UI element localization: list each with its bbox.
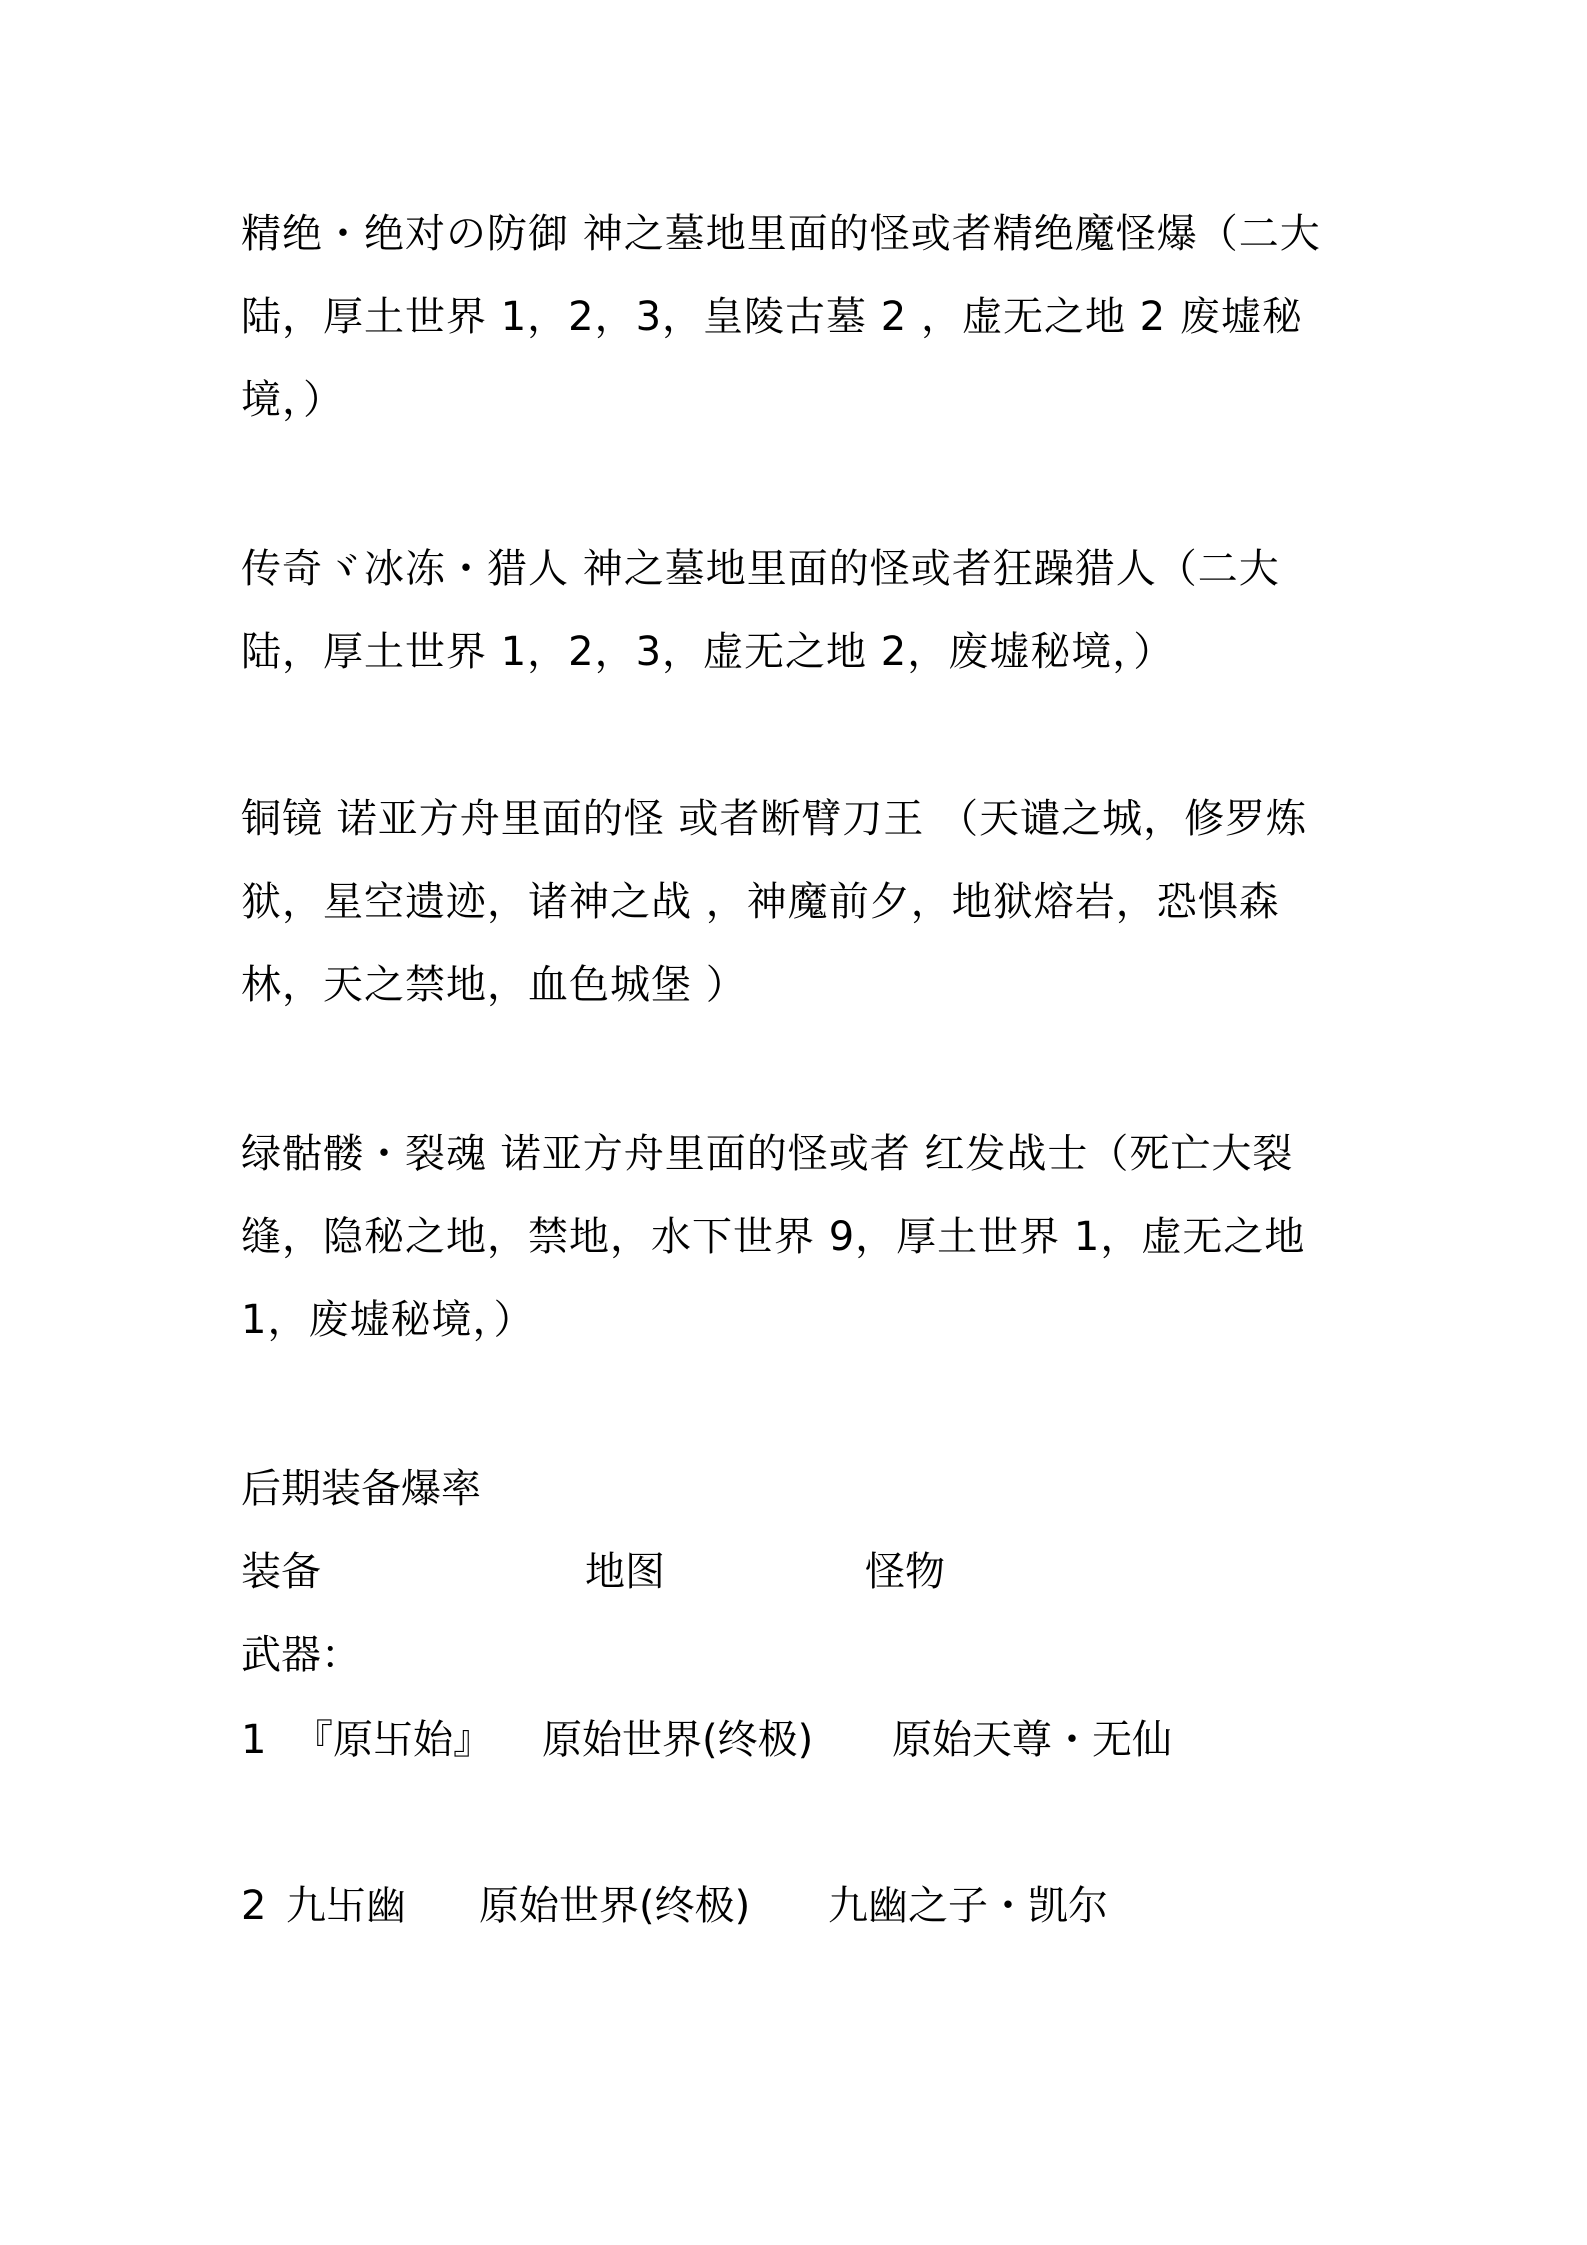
- row-monster: 原始天尊・无仙: [892, 1717, 1172, 1763]
- header-equipment: 装备: [241, 1549, 321, 1595]
- row-equipment: 『原卐始』: [293, 1717, 493, 1763]
- row-monster: 九幽之子・凯尔: [828, 1883, 1108, 1929]
- paragraph-legend-ice-hunter: 传奇ヾ冰冻・猎人 神之墓地里面的怪或者狂躁猎人（二大陆，厚土世界 1，2，3，虚无之地 2，废墟秘境，）: [241, 546, 1280, 675]
- section-title: 后期装备爆率: [241, 1466, 481, 1512]
- paragraph-bronze-mirror: 铜镜 诺亚方舟里面的怪 或者断臂刀王 （天谴之城，修罗炼狱，星空遗迹，诸神之战 ，神魔前夕，地狱熔岩，恐惧森林，天之禁地，血色城堡 ）: [241, 796, 1308, 1008]
- paragraph-jingjue: 精绝・绝对の防御 神之墓地里面的怪或者精绝魔怪爆（二大陆，厚土世界 1，2，3，皇陵古墓 2 ，虚无之地 2 废墟秘境，）: [241, 211, 1321, 423]
- row-equipment: 九卐幽: [286, 1883, 406, 1929]
- row-map: 原始世界(终极): [479, 1883, 751, 1929]
- paragraph-green-skeleton: 绿骷髅・裂魂 诺亚方舟里面的怪或者 红发战士（死亡大裂缝，隐秘之地，禁地，水下世界 9，厚土世界 1，虚无之地 1，废墟秘境，）: [241, 1131, 1306, 1343]
- row-number: 1: [241, 1717, 267, 1763]
- category-label: 武器：: [241, 1632, 361, 1678]
- header-map: 地图: [585, 1549, 665, 1595]
- row-number: 2: [241, 1883, 267, 1929]
- row-map: 原始世界(终极): [542, 1717, 814, 1763]
- header-monster: 怪物: [865, 1549, 945, 1595]
